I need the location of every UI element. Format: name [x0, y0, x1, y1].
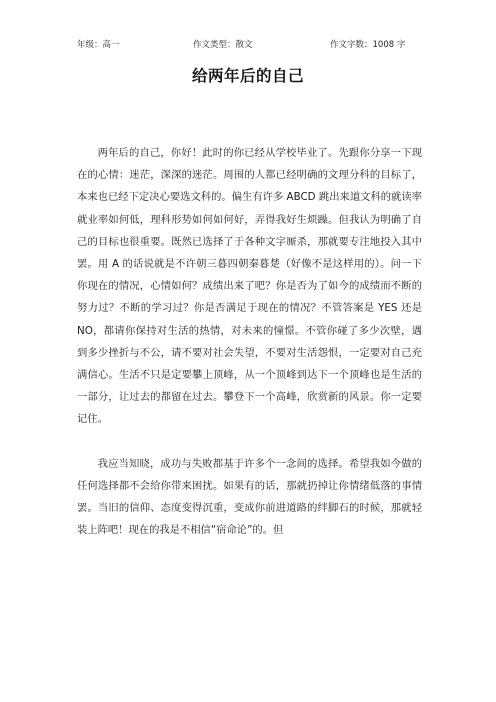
document-meta-row	[77, 38, 427, 52]
document-title: 给两年后的自己	[191, 67, 304, 85]
word-count-label: 作文字数：1008 字	[330, 40, 406, 50]
essay-type-label: 作文类型：散文	[193, 40, 253, 50]
document-body	[77, 142, 422, 541]
paragraph: 我应当知晓，成功与失败都基于许多个一念间的选择。希望我如今做的任何选择都不会给你带来困扰。如果有的话，那就扔掉让你情绪低落的事情罢。当旧的信仰、态度变得沉重，变成你前进道路的绊脚石的时候，那就轻装上阵吧！现在的我是不相信“宿命论”的。但	[77, 457, 422, 537]
paragraph: 两年后的自己，你好！此时的你已经从学校毕业了。先跟你分享一下现在的心情：迷茫，深深的迷茫。周围的人都已经明确的文理分科的目标了，本来也已经下定决心要选文科的。偏生有许多 ABCD 跳出来道文科的就读率就业率如何低，理科形势如何如何好，弄得我好生烦躁。但我认为明确了自己的目标也很重要。既然已选择了于各种文字厮杀，那就要专注地投入其中罢。用 A 的话说就是不许朝三暮四朝秦暮楚（好像不是这样用的）。问一下你现在的情况，心情如何？成绩出来了吧？你是否为了如今的成绩而不断的努力过？不断的学习过？你是否满足于现在的情况？不管答案是 YES 还是 NO，都请你保持对生活的热情，对未来的憧憬。不管你碰了多少次壁，遇到多少挫折与不公，请不要对社会失望，不要对生活怨恨，一定要对自己充满信心。生活不只是定要攀上顶峰，从一个顶峰到达下一个顶峰也是生活的一部分，让过去的都留在过去。攀登下一个高峰，欣赏新的风景。你一定要记住。	[77, 147, 422, 426]
grade-label: 年级：高一	[77, 40, 120, 50]
